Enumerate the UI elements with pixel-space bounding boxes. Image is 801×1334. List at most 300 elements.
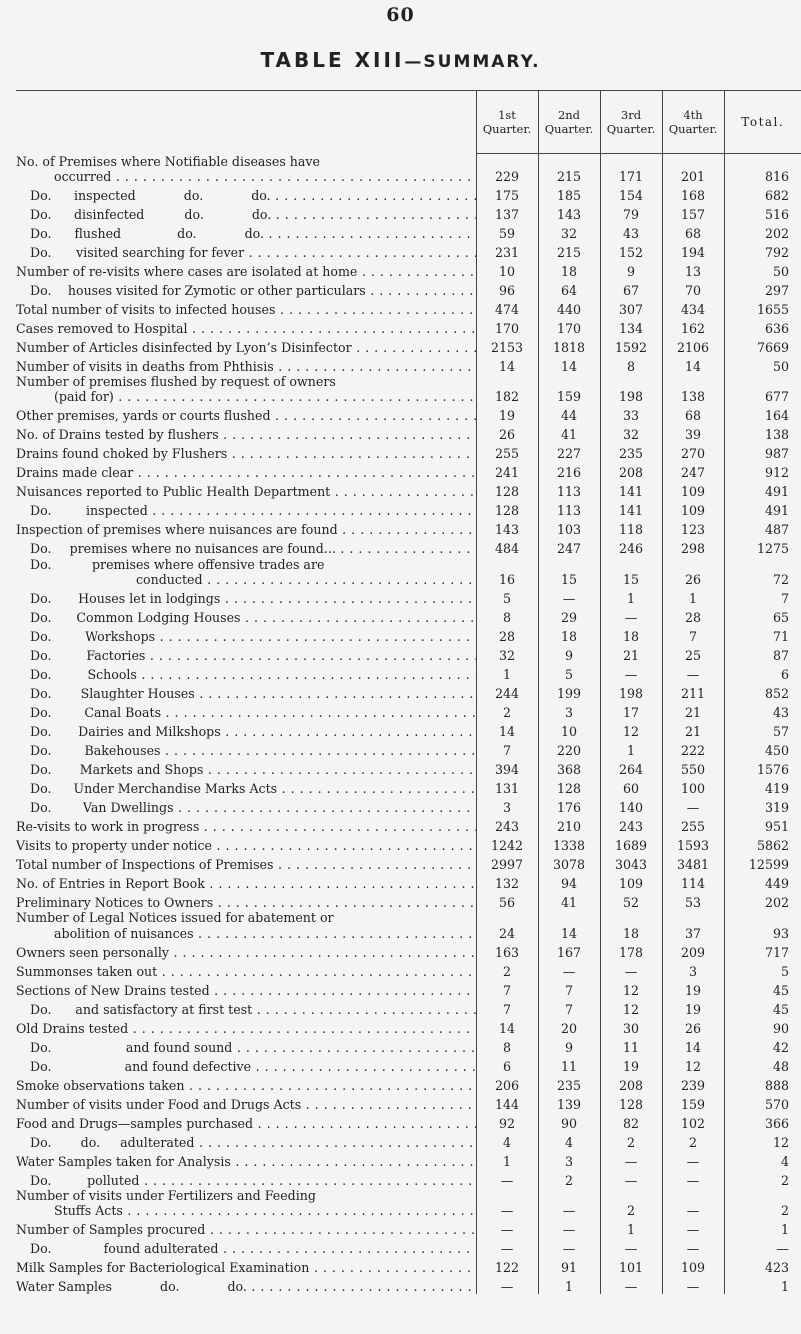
table-row — [16, 941, 801, 960]
cell-q2: 2 — [538, 1169, 600, 1188]
cell-q2: 220 — [538, 739, 600, 758]
header-q1: 1st Quarter. — [476, 91, 538, 154]
row-label — [16, 1036, 476, 1055]
cell-q1: 2 — [476, 960, 538, 979]
cell-q4: 209 — [662, 941, 724, 960]
row-label — [16, 682, 476, 701]
cell-q3: 235 — [600, 443, 662, 462]
row-label — [16, 374, 476, 405]
cell-q3: 33 — [600, 405, 662, 424]
cell-q2: 14 — [538, 910, 600, 941]
cell-q4: 270 — [662, 443, 724, 462]
cell-total: 6 — [724, 663, 801, 682]
cell-total: 636 — [724, 317, 801, 336]
cell-q4: 114 — [662, 872, 724, 891]
cell-total: 45 — [724, 979, 801, 998]
row-label — [16, 758, 476, 777]
cell-total: 423 — [724, 1256, 801, 1275]
cell-q4: 3481 — [662, 853, 724, 872]
cell-q4: 14 — [662, 1036, 724, 1055]
cell-total: 987 — [724, 443, 801, 462]
cell-q3: 171 — [600, 154, 662, 185]
cell-total: 816 — [724, 154, 801, 185]
table-row — [16, 481, 801, 500]
cell-q4: 70 — [662, 279, 724, 298]
cell-total: 516 — [724, 203, 801, 222]
cell-q2: 3078 — [538, 853, 600, 872]
cell-q1: 122 — [476, 1256, 538, 1275]
cell-total: 888 — [724, 1074, 801, 1093]
cell-total: 138 — [724, 424, 801, 443]
cell-q4: 434 — [662, 298, 724, 317]
cell-total: 682 — [724, 184, 801, 203]
cell-q3: 198 — [600, 682, 662, 701]
cell-total: 45 — [724, 998, 801, 1017]
table-row — [16, 557, 801, 588]
table-row — [16, 1188, 801, 1219]
cell-q2: 1 — [538, 1275, 600, 1294]
cell-q1: 8 — [476, 1036, 538, 1055]
cell-q4: 123 — [662, 519, 724, 538]
summary-table — [16, 90, 801, 1294]
cell-q1: 7 — [476, 739, 538, 758]
cell-q4: 21 — [662, 701, 724, 720]
table-row — [16, 500, 801, 519]
cell-q2: 368 — [538, 758, 600, 777]
cell-total: 491 — [724, 481, 801, 500]
row-label — [16, 777, 476, 796]
cell-total: 792 — [724, 241, 801, 260]
table-row — [16, 758, 801, 777]
table-row — [16, 777, 801, 796]
cell-q2: 143 — [538, 203, 600, 222]
ditto-prefix: Do. — [30, 541, 52, 557]
table-row — [16, 336, 801, 355]
cell-q4: 157 — [662, 203, 724, 222]
cell-q2: — — [538, 1188, 600, 1219]
cell-total: 93 — [724, 910, 801, 941]
cell-q4: 26 — [662, 557, 724, 588]
row-label-text: found adulterated . . . — [78, 1241, 476, 1256]
cell-q2: 235 — [538, 1074, 600, 1093]
cell-q1: 24 — [476, 910, 538, 941]
row-label-text: Slaughter Houses . . . — [81, 686, 476, 701]
row-label-line1: Number of premises flushed by request of owners — [16, 374, 336, 390]
cell-q1: 128 — [476, 500, 538, 519]
row-label-line2: conducted . . . — [136, 572, 476, 587]
row-label — [16, 1150, 476, 1169]
cell-q1: — — [476, 1218, 538, 1237]
table-row — [16, 1275, 801, 1294]
table-row — [16, 317, 801, 336]
cell-q1: 7 — [476, 998, 538, 1017]
row-label-text: and found defective . . . — [63, 1059, 476, 1074]
cell-q3: 1 — [600, 1218, 662, 1237]
cell-q3: 141 — [600, 481, 662, 500]
table-row — [16, 853, 801, 872]
cell-q1: 241 — [476, 462, 538, 481]
row-label-line1: No. of Premises where Notifiable diseases have — [16, 153, 320, 169]
cell-q4: 102 — [662, 1112, 724, 1131]
cell-q3: 140 — [600, 796, 662, 815]
cell-q4: 109 — [662, 500, 724, 519]
cell-q4: 19 — [662, 979, 724, 998]
ditto-prefix: Do. — [30, 590, 52, 606]
cell-q1: 2153 — [476, 336, 538, 355]
row-label-text: No. of Drains tested by flushers . . . — [16, 427, 476, 442]
ditto-prefix: Do. — [30, 780, 52, 796]
cell-q1: 1 — [476, 1150, 538, 1169]
cell-q2: 128 — [538, 777, 600, 796]
cell-total: 677 — [724, 374, 801, 405]
table-row — [16, 1169, 801, 1188]
cell-q4: 26 — [662, 1017, 724, 1036]
cell-q4: 109 — [662, 481, 724, 500]
cell-q3: — — [600, 1275, 662, 1294]
cell-q2: 9 — [538, 1036, 600, 1055]
cell-total: 202 — [724, 891, 801, 910]
row-label — [16, 644, 476, 663]
row-label — [16, 910, 476, 941]
cell-q2: 103 — [538, 519, 600, 538]
cell-q1: 32 — [476, 644, 538, 663]
table-heading-subtitle: —SUMMARY. — [404, 52, 541, 72]
cell-q3: — — [600, 1169, 662, 1188]
ditto-prefix: Do. — [30, 503, 52, 519]
table-row — [16, 587, 801, 606]
cell-q4: — — [662, 1237, 724, 1256]
row-label-line1: Number of Legal Notices issued for abatement or — [16, 910, 334, 926]
cell-q4: 2 — [662, 1131, 724, 1150]
row-label — [16, 1188, 476, 1219]
cell-q2: 247 — [538, 538, 600, 557]
cell-total: 42 — [724, 1036, 801, 1055]
cell-q1: 2 — [476, 701, 538, 720]
table-row — [16, 910, 801, 941]
cell-q2: 216 — [538, 462, 600, 481]
cell-q1: 5 — [476, 587, 538, 606]
cell-q4: 194 — [662, 241, 724, 260]
ditto-prefix: Do. — [30, 206, 52, 222]
cell-q2: 18 — [538, 260, 600, 279]
cell-q3: — — [600, 1237, 662, 1256]
cell-q2: 3 — [538, 1150, 600, 1169]
cell-q1: 484 — [476, 538, 538, 557]
ditto-prefix: Do. — [30, 282, 52, 298]
cell-q1: 59 — [476, 222, 538, 241]
cell-q4: 138 — [662, 374, 724, 405]
table-row — [16, 1036, 801, 1055]
header-q4: 4th Quarter. — [662, 91, 724, 154]
row-label — [16, 424, 476, 443]
cell-q1: 128 — [476, 481, 538, 500]
cell-q4: 39 — [662, 424, 724, 443]
ditto-prefix: Do. — [30, 685, 52, 701]
row-label — [16, 500, 476, 519]
cell-q2: 440 — [538, 298, 600, 317]
cell-q2: 113 — [538, 481, 600, 500]
cell-total: 7669 — [724, 336, 801, 355]
cell-q4: 68 — [662, 222, 724, 241]
cell-q1: 206 — [476, 1074, 538, 1093]
cell-q2: 41 — [538, 891, 600, 910]
row-label-text: Canal Boats . . . — [84, 705, 475, 720]
ditto-prefix: Do. — [30, 647, 52, 663]
row-label-line2: occurred . . . — [54, 169, 476, 184]
cell-q3: 15 — [600, 557, 662, 588]
ditto-prefix: Do. — [30, 761, 52, 777]
table-row — [16, 184, 801, 203]
cell-q1: 4 — [476, 1131, 538, 1150]
cell-q3: 178 — [600, 941, 662, 960]
row-label-text: Milk Samples for Bacteriological Examination . . . — [16, 1260, 476, 1275]
row-label-text: premises where no nuisances are found... . . . — [70, 541, 476, 556]
cell-total: 12 — [724, 1131, 801, 1150]
table-row — [16, 1093, 801, 1112]
cell-q1: 394 — [476, 758, 538, 777]
cell-q1: 16 — [476, 557, 538, 588]
cell-q4: — — [662, 1275, 724, 1294]
table-row — [16, 644, 801, 663]
cell-q4: 2106 — [662, 336, 724, 355]
cell-q4: — — [662, 1218, 724, 1237]
cell-q2: 44 — [538, 405, 600, 424]
cell-q1: 474 — [476, 298, 538, 317]
cell-q3: 3043 — [600, 853, 662, 872]
row-label-text: flushed do. do. . . . — [74, 226, 475, 241]
table-row — [16, 720, 801, 739]
ditto-prefix: Do. — [30, 799, 52, 815]
row-label-text: Markets and Shops . . . — [80, 762, 476, 777]
cell-q2: 159 — [538, 374, 600, 405]
cell-q2: 29 — [538, 606, 600, 625]
row-label — [16, 625, 476, 644]
table-row — [16, 872, 801, 891]
cell-q4: 1 — [662, 587, 724, 606]
row-label — [16, 701, 476, 720]
cell-q2: 7 — [538, 998, 600, 1017]
row-label-text: Nuisances reported to Public Health Department . . . — [16, 484, 476, 499]
row-label-text: Bakehouses . . . — [84, 743, 475, 758]
cell-total: 90 — [724, 1017, 801, 1036]
row-label — [16, 796, 476, 815]
cell-q2: 199 — [538, 682, 600, 701]
row-label-line2: (paid for) . . . — [54, 389, 476, 404]
cell-q4: 53 — [662, 891, 724, 910]
row-label — [16, 663, 476, 682]
cell-q4: 37 — [662, 910, 724, 941]
cell-total: 164 — [724, 405, 801, 424]
cell-q4: 109 — [662, 1256, 724, 1275]
table-row — [16, 1256, 801, 1275]
cell-q3: 32 — [600, 424, 662, 443]
row-label — [16, 279, 476, 298]
table-row — [16, 606, 801, 625]
row-label — [16, 998, 476, 1017]
row-label-text: Preliminary Notices to Owners . . . — [16, 895, 476, 910]
row-label — [16, 606, 476, 625]
cell-q3: 141 — [600, 500, 662, 519]
row-label — [16, 853, 476, 872]
cell-total: 951 — [724, 815, 801, 834]
row-label — [16, 222, 476, 241]
ditto-prefix: Do. — [30, 1058, 52, 1074]
table-row — [16, 462, 801, 481]
cell-total: 366 — [724, 1112, 801, 1131]
cell-q4: 12 — [662, 1055, 724, 1074]
row-label — [16, 462, 476, 481]
cell-q2: 3 — [538, 701, 600, 720]
table-row — [16, 241, 801, 260]
cell-q2: 94 — [538, 872, 600, 891]
cell-q1: — — [476, 1188, 538, 1219]
row-label-text: Number of Samples procured . . . — [16, 1222, 476, 1237]
cell-q2: 185 — [538, 184, 600, 203]
row-label-text: Old Drains tested . . . — [16, 1021, 476, 1036]
cell-q1: — — [476, 1275, 538, 1294]
row-label — [16, 1169, 476, 1188]
cell-total: — — [724, 1237, 801, 1256]
table-row — [16, 279, 801, 298]
table-row — [16, 298, 801, 317]
row-label — [16, 557, 476, 588]
cell-q1: 143 — [476, 519, 538, 538]
header-total: Total. — [724, 91, 801, 154]
row-label — [16, 960, 476, 979]
row-label — [16, 481, 476, 500]
row-label — [16, 1055, 476, 1074]
cell-q1: 244 — [476, 682, 538, 701]
ditto-prefix: Do. — [30, 723, 52, 739]
row-label — [16, 154, 476, 185]
table-heading — [0, 48, 801, 72]
table-row — [16, 1112, 801, 1131]
row-label-text: Summonses taken out . . . — [16, 964, 476, 979]
cell-q2: 18 — [538, 625, 600, 644]
table-row — [16, 1237, 801, 1256]
table-row — [16, 1074, 801, 1093]
cell-q3: 2 — [600, 1131, 662, 1150]
cell-total: 5862 — [724, 834, 801, 853]
cell-q3: 12 — [600, 720, 662, 739]
table-row — [16, 979, 801, 998]
cell-q1: — — [476, 1169, 538, 1188]
row-label — [16, 891, 476, 910]
page-number: 60 — [386, 4, 415, 26]
cell-q4: 25 — [662, 644, 724, 663]
cell-total: 4 — [724, 1150, 801, 1169]
cell-q4: 13 — [662, 260, 724, 279]
table-row — [16, 815, 801, 834]
cell-q1: 28 — [476, 625, 538, 644]
row-label-line2: Stuffs Acts . . . — [54, 1203, 476, 1218]
cell-q3: 208 — [600, 462, 662, 481]
cell-q1: 7 — [476, 979, 538, 998]
row-label-text: houses visited for Zymotic or other particulars . . . — [68, 283, 476, 298]
cell-q3: 1592 — [600, 336, 662, 355]
cell-q3: 246 — [600, 538, 662, 557]
cell-q3: 18 — [600, 625, 662, 644]
ditto-prefix: Do. — [30, 628, 52, 644]
cell-q4: 168 — [662, 184, 724, 203]
cell-q3: 154 — [600, 184, 662, 203]
cell-total: 202 — [724, 222, 801, 241]
cell-q4: 550 — [662, 758, 724, 777]
row-label — [16, 443, 476, 462]
row-label-text: Smoke observations taken . . . — [16, 1078, 476, 1093]
cell-total: 487 — [724, 519, 801, 538]
row-label-text: Other premises, yards or courts flushed . . . — [16, 408, 476, 423]
row-label-text: Under Merchandise Marks Acts . . . — [74, 781, 476, 796]
row-label-text: do. adulterated . . . — [81, 1135, 476, 1150]
cell-q4: 211 — [662, 682, 724, 701]
cell-q3: 67 — [600, 279, 662, 298]
table-row — [16, 682, 801, 701]
row-label — [16, 1237, 476, 1256]
cell-q2: 41 — [538, 424, 600, 443]
cell-q2: — — [538, 960, 600, 979]
cell-total: 912 — [724, 462, 801, 481]
cell-q2: 1818 — [538, 336, 600, 355]
cell-q3: 17 — [600, 701, 662, 720]
table-row — [16, 1055, 801, 1074]
table-row — [16, 203, 801, 222]
cell-q2: 20 — [538, 1017, 600, 1036]
cell-q2: 7 — [538, 979, 600, 998]
cell-q2: 139 — [538, 1093, 600, 1112]
cell-total: 87 — [724, 644, 801, 663]
cell-q3: 118 — [600, 519, 662, 538]
row-label-text: Schools . . . — [87, 667, 475, 682]
cell-q1: 14 — [476, 720, 538, 739]
cell-q3: 243 — [600, 815, 662, 834]
row-label — [16, 1218, 476, 1237]
cell-q1: 170 — [476, 317, 538, 336]
table-row — [16, 1150, 801, 1169]
cell-q4: 201 — [662, 154, 724, 185]
cell-q1: 255 — [476, 443, 538, 462]
cell-q3: 208 — [600, 1074, 662, 1093]
row-label — [16, 184, 476, 203]
cell-total: 5 — [724, 960, 801, 979]
cell-q4: 1593 — [662, 834, 724, 853]
cell-q3: 79 — [600, 203, 662, 222]
row-label — [16, 815, 476, 834]
cell-q4: — — [662, 663, 724, 682]
row-label — [16, 1017, 476, 1036]
cell-q3: 82 — [600, 1112, 662, 1131]
table-row — [16, 519, 801, 538]
cell-q1: 144 — [476, 1093, 538, 1112]
row-label-line1: premises where offensive trades are — [92, 556, 325, 572]
cell-q1: 14 — [476, 1017, 538, 1036]
table-row — [16, 663, 801, 682]
table-row — [16, 260, 801, 279]
cell-q4: 14 — [662, 355, 724, 374]
cell-q4: 19 — [662, 998, 724, 1017]
row-label-text: Common Lodging Houses . . . — [76, 610, 475, 625]
cell-q2: 215 — [538, 154, 600, 185]
cell-q3: 152 — [600, 241, 662, 260]
cell-q2: 11 — [538, 1055, 600, 1074]
cell-total: 1 — [724, 1275, 801, 1294]
table-row — [16, 1017, 801, 1036]
row-label-text: and found sound . . . — [64, 1040, 476, 1055]
row-label-text: Number of re-visits where cases are isolated at home . . . — [16, 264, 476, 279]
row-label — [16, 739, 476, 758]
cell-q2: 215 — [538, 241, 600, 260]
ditto-prefix: Do. — [30, 1241, 52, 1257]
